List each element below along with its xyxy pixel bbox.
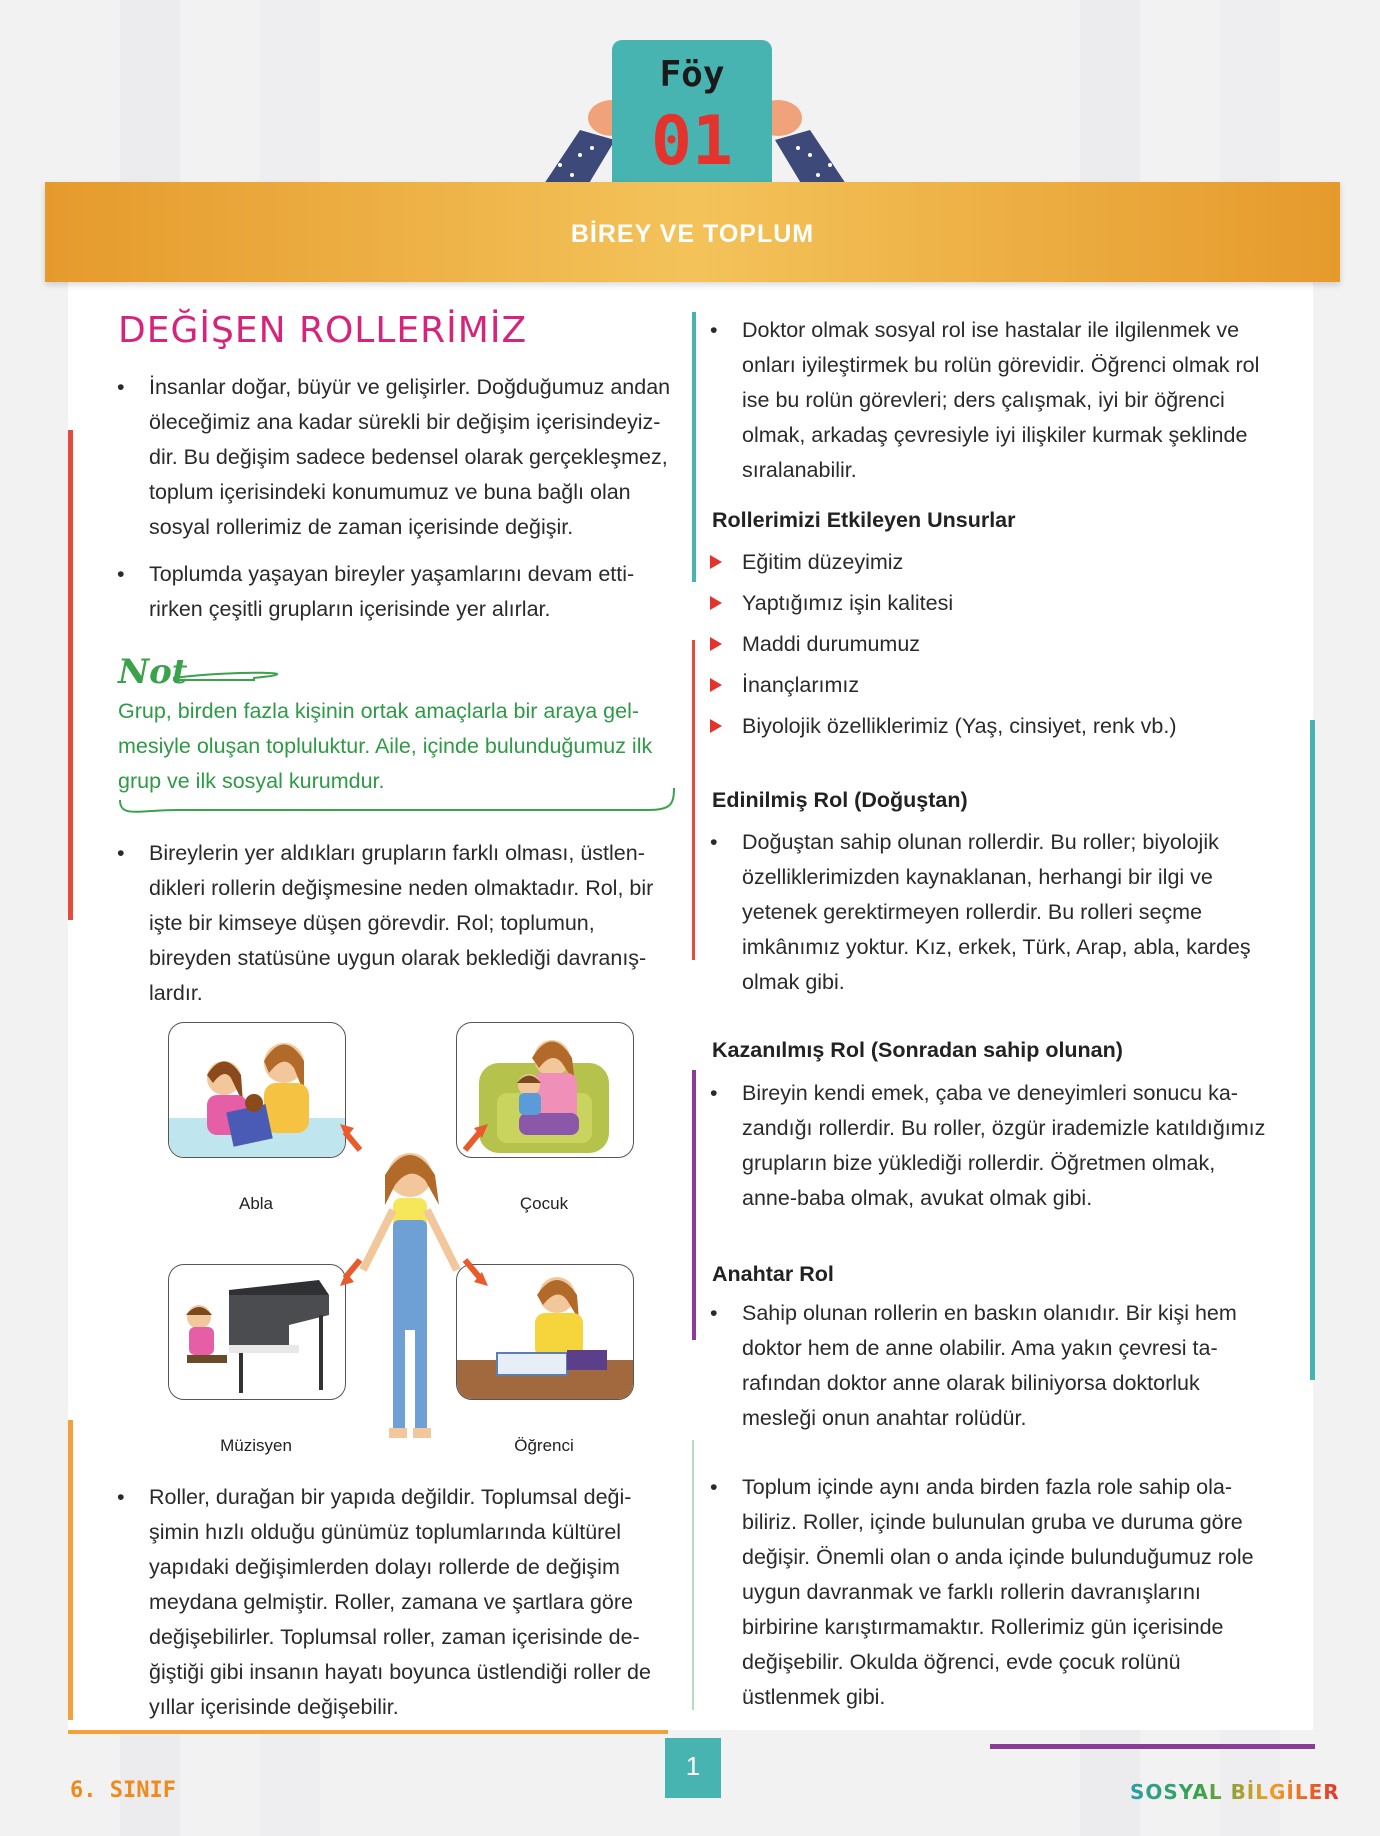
factor-text: Biyolojik özelliklerimiz (Yaş, cinsiyet, renk vb.) xyxy=(742,714,1177,738)
caption-cocuk: Çocuk xyxy=(519,1194,569,1213)
arrow-bullet-icon xyxy=(710,637,722,651)
section-heading: DEĞİŞEN ROLLERİMİZ xyxy=(118,310,528,351)
note-text: Grup, birden fazla kişinin ortak amaçlarla bir araya gelmesiyle oluşan topluluktur. Aile, içinde bulunduğumuz ilk grup ve ilk sosyal kurumdur. xyxy=(118,699,653,793)
section-banner xyxy=(45,182,1340,282)
caption-ogrenci: Öğrenci xyxy=(514,1436,574,1455)
bullet-dot: • xyxy=(710,1475,718,1499)
left-red-bar xyxy=(68,430,73,920)
role-arrows xyxy=(340,1110,490,1310)
subject-text: SOSYAL BİLGİLER xyxy=(1130,1780,1340,1804)
bullet-dot: • xyxy=(710,1081,718,1105)
figure-box-abla xyxy=(168,1022,346,1158)
grade-label: 6. SINIF xyxy=(70,1778,176,1803)
factor-text: Maddi durumumuz xyxy=(742,632,921,656)
bullet-text: Sahip olunan rollerin en baskın olanıdır. Bir kişi hem doktor hem de anne olabilir. Ama yakın çevresi tarafından doktor anne olarak biliniyorsa doktorluk mesleği onun anahtar rolüdür. xyxy=(742,1301,1237,1430)
factors-heading: Rollerimizi Etkileyen Unsurlar xyxy=(712,508,1016,532)
bullet-text: Toplum içinde aynı anda birden fazla role sahip olabiliriz. Roller, içinde bulunulan gruba ve duruma göre değişir. Önemli olan o anda içinde bulunduğumuz role uygun davranmak ve farklı rollerin davranışlarını birbirine karıştırmamaktır. Rollerimiz gün içerisinde değişebilir. Okulda öğrenci, evde çocuk rolünü üstlenmek gibi. xyxy=(742,1475,1254,1709)
page-number: 1 xyxy=(665,1738,721,1798)
bullet-dot: • xyxy=(710,1301,718,1325)
key-role-heading: Anahtar Rol xyxy=(712,1262,834,1286)
bullet-dot: • xyxy=(710,830,718,854)
foy-number: 01 xyxy=(651,102,733,181)
left-bullet-3 xyxy=(117,836,673,1011)
bottom-purple-line xyxy=(990,1744,1315,1749)
acquired-role-bullet xyxy=(710,825,1270,1000)
bullet-dot: • xyxy=(117,1485,125,1509)
arrow-bullet-icon xyxy=(710,596,722,610)
bullet-dot: • xyxy=(117,841,125,865)
acquired-role-heading: Edinilmiş Rol (Doğuştan) xyxy=(712,788,968,812)
factor-text: Yaptığımız işin kalitesi xyxy=(742,591,954,615)
caption-muzisyen: Müzisyen xyxy=(220,1436,292,1455)
bullet-text: Bireyin kendi emek, çaba ve deneyimleri sonucu kazandığı rollerdir. Bu roller, özgür irademizle katıldığımız grupların bize yüklediği rollerdir. Öğretmen olmak, anne-baba olmak, avukat olmak gibi. xyxy=(742,1081,1266,1210)
piano-girl-illustration xyxy=(169,1265,345,1399)
factor-item xyxy=(742,673,859,698)
bullet-dot: • xyxy=(710,318,718,342)
bottom-orange-line xyxy=(68,1730,668,1734)
bullet-text: Doktor olmak sosyal rol ise hastalar ile ilgilenmek ve onları iyileştirmek bu rolün görevidir. Öğrenci olmak rol ise bu rolün görevleri; ders çalışmak, iyi bir öğrenci olmak, arkadaş çevresiyle iyi ilişkiler kurmak şeklinde sıralanabilir. xyxy=(742,318,1260,482)
foy-label: Föy xyxy=(659,54,725,95)
left-bullet-4 xyxy=(117,1480,673,1725)
sisters-reading-illustration xyxy=(169,1023,345,1157)
arrow-bullet-icon xyxy=(710,719,722,733)
divider-green xyxy=(692,1440,694,1710)
factor-item xyxy=(742,550,903,575)
left-bullet-2 xyxy=(117,557,673,627)
bullet-text: Toplumda yaşayan bireyler yaşamlarını devam ettirirken çeşitli grupların içerisinde yer alırlar. xyxy=(149,562,635,621)
arrow-bullet-icon xyxy=(710,555,722,569)
bullet-dot: • xyxy=(117,375,125,399)
right-bullet-multiple-roles xyxy=(710,1470,1270,1715)
factor-item xyxy=(742,714,1177,739)
left-bullet-1 xyxy=(117,370,673,545)
bullet-text: Doğuştan sahip olunan rollerdir. Bu roller; biyolojik özelliklerimizden kaynaklanan, herhangi bir ilgi ve yetenek gerektirmeyen rollerdir. Bu rolleri seçme imkânımız yoktur. Kız, erkek, Türk, Arap, abla, kardeş olmak gibi. xyxy=(742,830,1251,994)
factor-item xyxy=(742,632,920,657)
earned-role-heading: Kazanılmış Rol (Sonradan sahip olunan) xyxy=(712,1038,1123,1062)
banner-title: BİREY VE TOPLUM xyxy=(570,220,815,248)
factor-text: Eğitim düzeyimiz xyxy=(742,550,904,574)
figure-box-muzisyen xyxy=(168,1264,346,1400)
divider-red xyxy=(692,640,695,960)
earned-role-bullet xyxy=(710,1076,1270,1216)
caption-abla: Abla xyxy=(238,1194,274,1213)
bullet-dot: • xyxy=(117,562,125,586)
left-orange-bar xyxy=(68,1420,73,1720)
bullet-text: İnsanlar doğar, büyür ve gelişirler. Doğduğumuz andan öleceğimiz ana kadar sürekli bir değişim içerisindeyizdir. Bu değişim sadece bedensel olarak gerçekleşmez, toplum içerisindeki konumumuz ve buna bağlı olan sosyal rollerimiz de zaman içerisinde değişir. xyxy=(149,375,671,539)
divider-teal-top xyxy=(692,312,696,582)
foy-card xyxy=(612,40,772,182)
bullet-text: Bireylerin yer aldıkları grupların farklı olması, üstlendikleri rollerin değişmesine neden olmaktadır. Rol, bir işte bir kimseye düşen görevdir. Rol; toplumun, bireyden statüsüne uygun olarak beklediği davranışlardır. xyxy=(149,841,654,1005)
factor-item xyxy=(742,591,953,616)
note-title: Not xyxy=(118,652,188,692)
right-teal-bar xyxy=(1310,720,1315,1380)
right-bullet-doctor xyxy=(710,313,1270,488)
roles-figure xyxy=(160,1010,660,1455)
subject-label xyxy=(1130,1780,1340,1804)
bullet-text: Roller, durağan bir yapıda değildir. Toplumsal değişimin hızlı olduğu günümüz toplumlarında kültürel yapıdaki değişimlerden dolayı rollerde de değişim meydana gelmiştir. Roller, zamana ve şartlara göre değişebilirler. Toplumsal roller, zaman içerisinde değiştiği gibi insanın hayatı boyunca üstlendiği roller de yıllar içerisinde değişebilir. xyxy=(149,1485,651,1719)
divider-purple xyxy=(692,1070,696,1340)
factor-text: İnançlarımız xyxy=(742,673,860,697)
arrow-bullet-icon xyxy=(710,678,722,692)
key-role-bullet xyxy=(710,1296,1270,1436)
